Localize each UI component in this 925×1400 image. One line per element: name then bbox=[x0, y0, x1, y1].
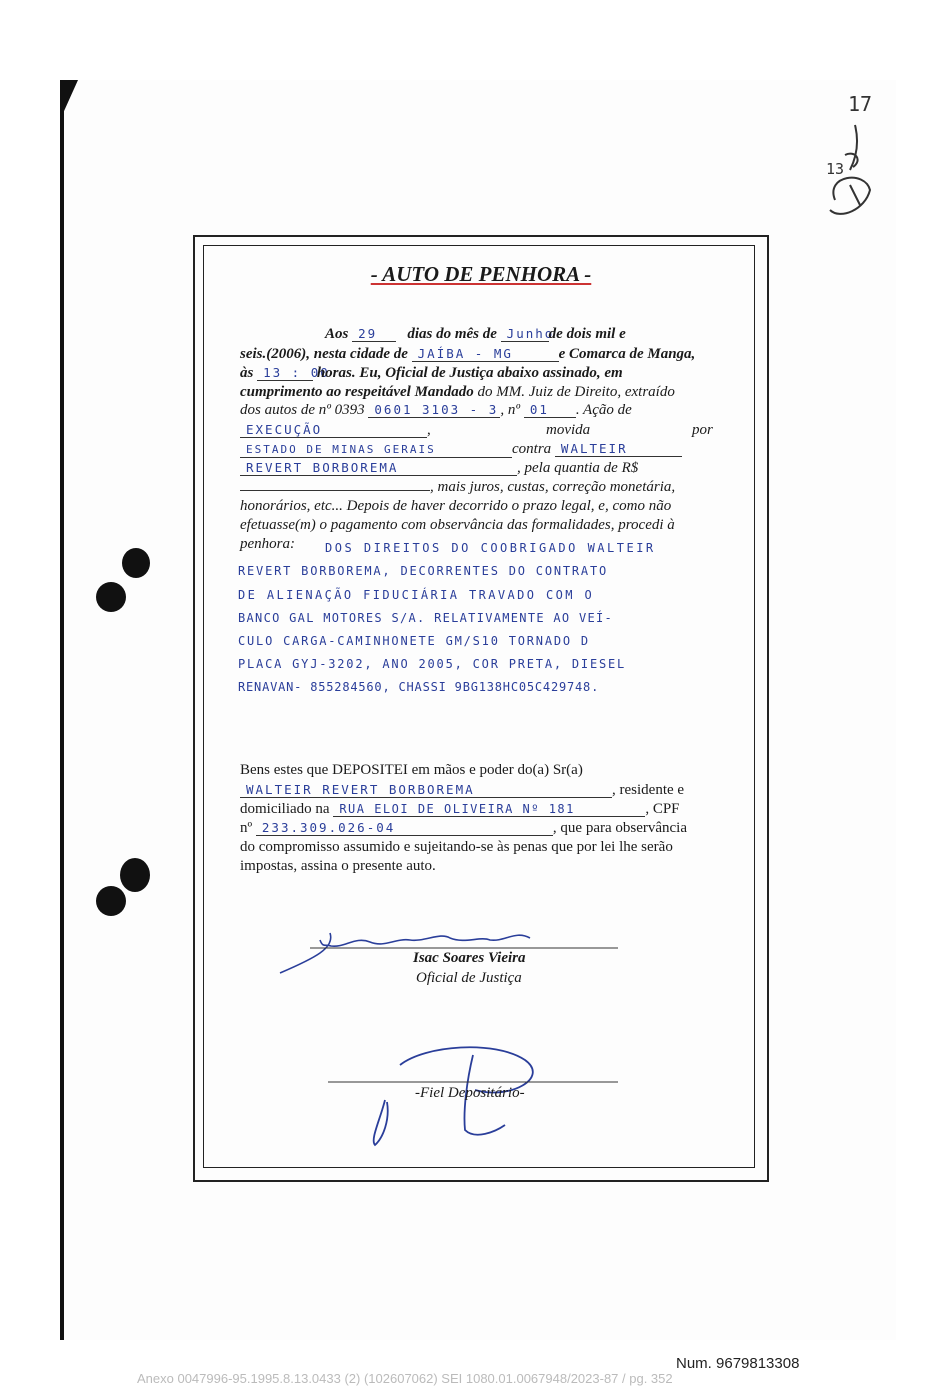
text-line: efetuasse(m) o pagamento com observância das formalidades, procedi à bbox=[240, 517, 675, 533]
deposit-line: nº 233.309.026-04 , que para observância bbox=[240, 820, 688, 836]
depositary-name-field: WALTEIR REVERT BORBOREMA bbox=[240, 783, 612, 798]
description-line: PLACA GYJ-3202, ANO 2005, COR PRETA, DIESEL bbox=[238, 657, 627, 671]
month-field: Junho bbox=[501, 327, 549, 342]
defendant-field: WALTEIR bbox=[555, 442, 682, 457]
description-line: CULO CARGA-CAMINHONETE GM/S10 TORNADO D bbox=[238, 634, 590, 648]
text-line: Aos 29 dias do mês de Junhode dois mil e bbox=[325, 326, 626, 342]
description-line: DE ALIENAÇÃO FIDUCIÁRIA TRAVADO COM O bbox=[238, 588, 595, 602]
text-line: ESTADO DE MINAS GERAIS contra WALTEIR bbox=[240, 440, 715, 459]
city-field: JAÍBA - MG bbox=[412, 347, 559, 362]
deposit-line: impostas, assina o presente auto. bbox=[240, 858, 436, 874]
action-field: EXECUÇÃO bbox=[240, 423, 427, 438]
text-line: dos autos de nº 0393 0601 3103 - 3 , nº 01 . Ação de bbox=[240, 402, 632, 418]
text-line: penhora: bbox=[240, 536, 295, 552]
officer-role: Oficial de Justiça bbox=[416, 970, 522, 986]
punch-hole bbox=[122, 548, 150, 578]
defendant-field-2: REVERT BORBOREMA bbox=[240, 461, 517, 476]
text-line: honorários, etc... Depois de haver decorrido o prazo legal, e, como não bbox=[240, 498, 672, 514]
text-line: cumprimento ao respeitável Mandado do MM. Juiz de Direito, extraído bbox=[240, 384, 675, 400]
scan-corner-shadow bbox=[60, 80, 78, 120]
officer-signature bbox=[275, 918, 625, 978]
text-line: EXECUÇÃO , movida por bbox=[240, 421, 715, 440]
day-field: 29 bbox=[352, 327, 396, 342]
punch-hole bbox=[96, 582, 126, 612]
description-line: REVERT BORBOREMA, DECORRENTES DO CONTRATO bbox=[238, 564, 609, 578]
officer-name: Isac Soares Vieira bbox=[413, 950, 526, 966]
document-title: - AUTO DE PENHORA - bbox=[370, 262, 592, 286]
annex-reference: Anexo 0047996-95.1995.8.13.0433 (2) (102607062) SEI 1080.01.0067948/2023-87 / pg. 352 bbox=[137, 1371, 673, 1386]
deposit-line: domiciliado na RUA ELOI DE OLIVEIRA Nº 181 , CPF bbox=[240, 801, 680, 817]
description-line: BANCO GAL MOTORES S/A. RELATIVAMENTE AO VEÍ- bbox=[238, 611, 614, 625]
text-line: , mais juros, custas, correção monetária, bbox=[240, 478, 715, 497]
cpf-field: 233.309.026-04 bbox=[256, 821, 553, 836]
punch-hole bbox=[96, 886, 126, 916]
deposit-line: Bens estes que DEPOSITEI em mãos e poder do(a) Sr(a) bbox=[240, 762, 583, 778]
depositary-label: -Fiel Depositário- bbox=[415, 1085, 525, 1101]
deposit-line: do compromisso assumido e sujeitando-se às penas que por lei lhe serão bbox=[240, 839, 673, 855]
margin-rubric-icon bbox=[815, 115, 885, 225]
text-line: seis.(2006), nesta cidade de JAÍBA - MG e Comarca de Manga, bbox=[240, 346, 696, 362]
n-field: 01 bbox=[524, 403, 576, 418]
amount-blank bbox=[240, 478, 430, 491]
case-number-field: 0601 3103 - 3 bbox=[368, 403, 500, 418]
plaintiff-field: ESTADO DE MINAS GERAIS bbox=[240, 443, 512, 458]
document-number: Num. 9679813308 bbox=[676, 1355, 800, 1372]
margin-sub-number: 13 bbox=[826, 160, 845, 178]
deposit-line: WALTEIR REVERT BORBOREMA , residente e bbox=[240, 781, 715, 800]
text-line: às 13 : 00 horas. Eu, Oficial de Justiça abaixo assinado, em bbox=[240, 365, 623, 381]
description-line: DOS DIREITOS DO COOBRIGADO WALTEIR bbox=[325, 541, 656, 555]
hour-field: 13 : 00 bbox=[257, 366, 313, 381]
address-field: RUA ELOI DE OLIVEIRA Nº 181 bbox=[333, 802, 645, 817]
margin-page-number: 17 bbox=[848, 92, 873, 116]
punch-hole bbox=[120, 858, 150, 892]
text-line: REVERT BORBOREMA , pela quantia de R$ bbox=[240, 459, 715, 478]
description-line: RENAVAN- 855284560, CHASSI 9BG138HC05C429748. bbox=[238, 680, 600, 694]
